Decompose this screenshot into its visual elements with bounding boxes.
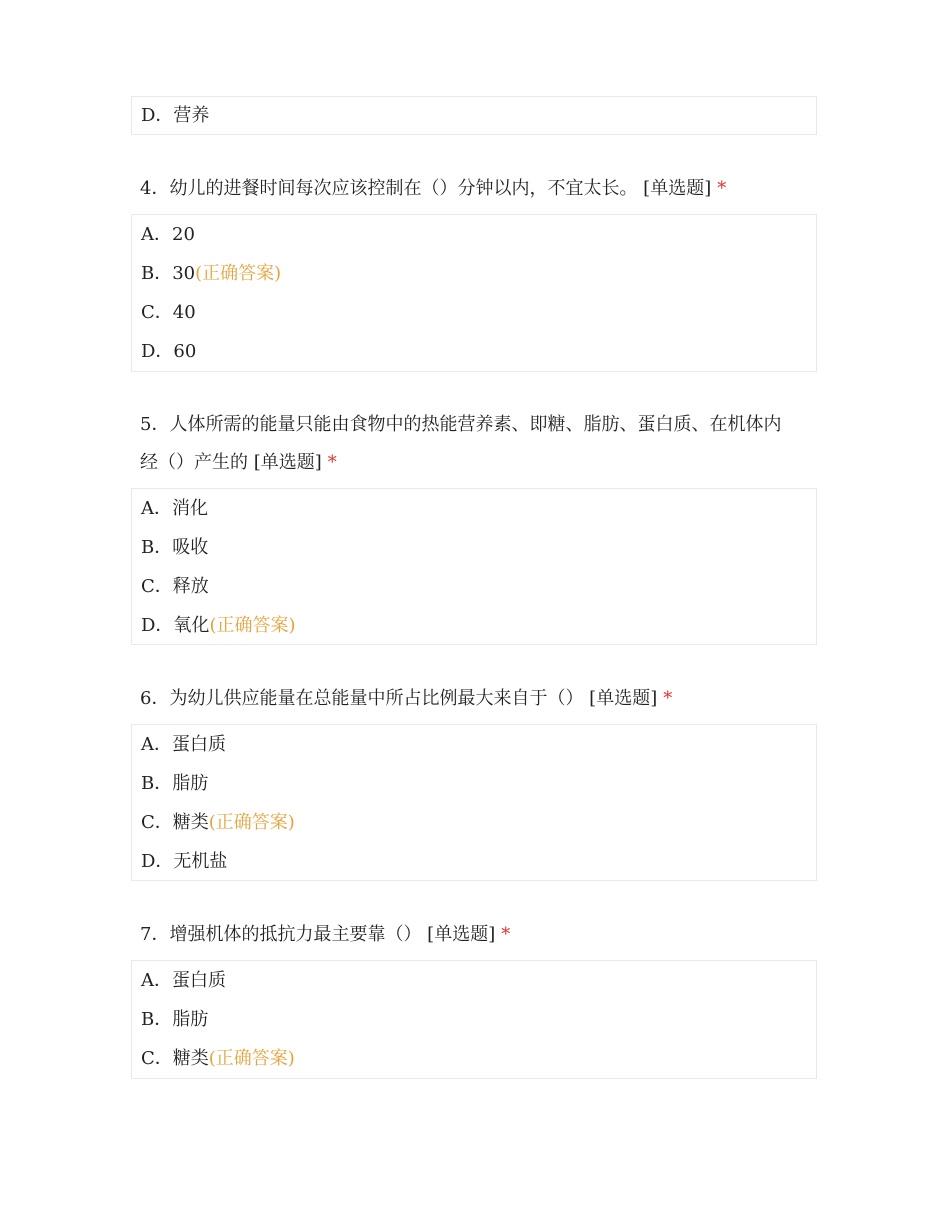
option-text: A．蛋白质 <box>141 734 226 755</box>
correct-answer-label: (正确答案) <box>208 1048 295 1069</box>
correct-answer-label: (正确答案) <box>195 263 282 284</box>
q5-option-a[interactable] <box>141 497 208 521</box>
q6-option-c[interactable] <box>141 811 295 835</box>
option-text: B．30 <box>141 263 196 284</box>
option-text: C．释放 <box>141 576 209 597</box>
q4-options-box <box>131 214 817 372</box>
option-text: A．消化 <box>141 498 208 519</box>
required-mark: * <box>663 688 673 709</box>
option-text: D．无机盐 <box>141 851 228 872</box>
q5-options-box <box>131 488 817 645</box>
option-text: C．糖类 <box>141 1048 209 1069</box>
required-mark: * <box>717 178 727 199</box>
question-text: 4．幼儿的进餐时间每次应该控制在（）分钟以内，不宜太长。 [单选题] <box>140 178 712 199</box>
correct-answer-label: (正确答案) <box>209 615 296 636</box>
q4-option-c[interactable] <box>141 301 196 325</box>
q6-option-b[interactable] <box>141 772 208 796</box>
question-text: 6．为幼儿供应能量在总能量中所占比例最大来自于（） [单选题] <box>140 688 658 709</box>
q5-option-d[interactable] <box>141 614 295 638</box>
q5-option-b[interactable] <box>141 536 208 560</box>
q3-options-box <box>131 96 817 135</box>
question-text: 7．增强机体的抵抗力最主要靠（） [单选题] <box>140 924 496 945</box>
question-text-line2: 经（）产生的 [单选题] * <box>140 452 337 473</box>
q4-title <box>140 170 810 208</box>
q7-option-a[interactable] <box>141 969 226 993</box>
question-text-line1: 5．人体所需的能量只能由食物中的热能营养素、即糖、脂肪、蛋白质、在机体内 <box>140 414 782 435</box>
option-text: C．糖类 <box>141 812 209 833</box>
q6-title <box>140 680 810 718</box>
q7-option-c[interactable] <box>141 1047 295 1071</box>
option-text: B．脂肪 <box>141 1009 209 1030</box>
q4-option-b[interactable] <box>141 262 281 286</box>
q3-option-d[interactable] <box>141 104 209 128</box>
required-mark: * <box>501 924 511 945</box>
option-text: A．20 <box>141 224 195 245</box>
q6-option-a[interactable] <box>141 733 226 757</box>
option-text: D．营养 <box>141 105 210 126</box>
q7-option-b[interactable] <box>141 1008 208 1032</box>
option-text: D．60 <box>141 341 197 362</box>
option-text: D．氧化 <box>141 615 210 636</box>
q7-title <box>140 916 810 954</box>
option-text: A．蛋白质 <box>141 970 226 991</box>
q7-options-box <box>131 960 817 1079</box>
q5-option-c[interactable] <box>141 575 209 599</box>
correct-answer-label: (正确答案) <box>208 812 295 833</box>
required-mark: * <box>327 452 337 473</box>
option-text: B．吸收 <box>141 537 209 558</box>
q4-option-d[interactable] <box>141 340 196 364</box>
q4-option-a[interactable] <box>141 223 195 247</box>
q6-options-box <box>131 724 817 881</box>
option-text: B．脂肪 <box>141 773 209 794</box>
q6-option-d[interactable] <box>141 850 227 874</box>
q5-title <box>140 406 810 482</box>
option-text: C．40 <box>141 302 196 323</box>
